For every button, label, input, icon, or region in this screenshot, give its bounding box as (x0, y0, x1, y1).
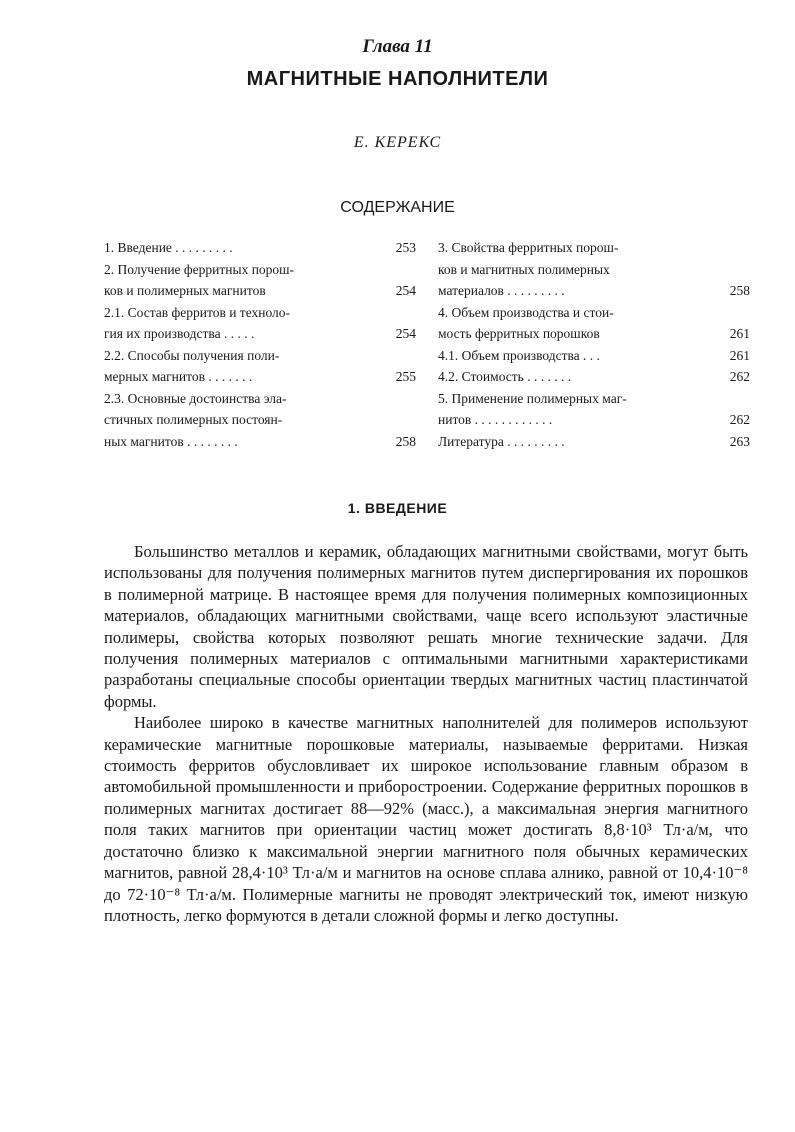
toc-entry-text: 2.1. Состав ферритов и техноло- (104, 304, 291, 320)
toc-entry-page: 261 (729, 347, 750, 363)
toc-entry (438, 237, 750, 259)
toc-entry-text: 2.3. Основные достоинства эла- (104, 390, 287, 406)
toc-entry (104, 280, 416, 302)
toc-entry (438, 259, 750, 281)
toc-entry-text: мость ферритных порошков (438, 326, 600, 341)
toc-entry-page (410, 388, 416, 410)
toc-entry (104, 431, 416, 453)
toc-entry-text: 3. Свойства ферритных порош- (438, 240, 619, 255)
toc-entry-text: Литература . . . . . . . . . (438, 433, 565, 449)
toc-entry-text: 2. Получение ферритных порош- (104, 261, 295, 277)
toc-entry-page: 263 (729, 433, 750, 449)
toc-entry-page (410, 409, 416, 431)
toc-entry-page (744, 388, 750, 410)
toc-entry-text: стичных полимерных постоян- (104, 412, 283, 427)
toc-entry-page: 255 (395, 369, 416, 384)
toc-entry (438, 366, 750, 388)
author-name: Е. КЕРЕКС (353, 134, 442, 151)
toc-entry (104, 237, 416, 259)
toc-entry-text: ков и магнитных полимерных (438, 261, 610, 277)
toc-left-column (104, 237, 416, 452)
toc-entry-page: 258 (729, 283, 750, 298)
contents-heading: СОДЕРЖАНИЕ (340, 199, 455, 216)
toc-entry-page: 253 (395, 240, 416, 255)
section-heading: 1. ВВЕДЕНИЕ (347, 500, 448, 516)
toc-entry (438, 431, 750, 453)
body-text (104, 541, 748, 926)
toc-entry-page (410, 302, 416, 324)
toc-entry (104, 323, 416, 345)
toc-entry-page (410, 345, 416, 367)
toc-entry-text: ков и полимерных магнитов (104, 283, 266, 298)
toc-entry (104, 302, 416, 324)
toc-entry-page: 258 (395, 433, 416, 449)
toc-entry-text: 4.2. Стоимость . . . . . . . (438, 369, 572, 384)
toc-entry-page (744, 237, 750, 259)
chapter-number: Глава 11 (362, 36, 433, 57)
toc-entry (438, 409, 750, 431)
toc-entry-text: 4. Объем производства и стои- (438, 304, 614, 320)
toc-entry-page: 262 (729, 412, 750, 427)
toc-entry-text: ных магнитов . . . . . . . . (104, 433, 238, 449)
toc-entry-text: гия их производства . . . . . (104, 326, 255, 341)
toc-entry (104, 388, 416, 410)
paragraph: Большинство металлов и керамик, обладающих магнитными свойствами, могут быть использованы для получения полимерных магнитов путем диспергирования их порошков в полимерной матрице. В настоящее время для получения полимерных композиционных материалов, обладающих магнитными свойствами, чаще всего используют эластичные полимеры, свойства которых позволяют решать многие технические задачи. Для получения полимерных материалов с оптимальными магнитными характеристиками разработаны специальные способы ориентации твердых магнитных частиц пластинчатой формы. (104, 542, 748, 711)
paragraph: Наиболее широко в качестве магнитных наполнителей для полимеров используют керамические магнитные порошковые материалы, называемые ферритами. Низкая стоимость ферритов обусловливает их широкое использование главным образом в автомобильной промышленности и приборостроении. Содержание ферритных порошков в полимерных магнитах достигает 88—92% (масс.), а максимальная энергия магнитного поля таких магнитов при ориентации частиц может достигать 8,8·10³ Тл·а/м, что достаточно близко к максимальной энергии магнитного поля обычных керамических магнитов, равной 28,4·10³ Тл·а/м и магнитов на основе сплава алнико, равной от 10,4·10⁻⁸ до 72·10⁻⁸ Тл·а/м. Полимерные магниты не проводят электрический ток, имеют низкую плотность, легко формуются в детали сложной формы и легко доступны. (104, 713, 748, 925)
toc-entry (104, 345, 416, 367)
toc-entry (104, 366, 416, 388)
toc-entry (104, 259, 416, 281)
toc-entry-page (744, 259, 750, 281)
toc-entry-page: 262 (729, 369, 750, 384)
toc-entry (438, 280, 750, 302)
toc-entry (438, 302, 750, 324)
toc-entry (104, 409, 416, 431)
toc-entry-page: 254 (395, 283, 416, 298)
toc-entry (438, 323, 750, 345)
toc-right-column (438, 237, 750, 452)
toc-entry (438, 345, 750, 367)
toc-entry-text: 2.2. Способы получения поли- (104, 347, 280, 363)
toc-entry-page: 254 (395, 326, 416, 341)
toc-entry-text: материалов . . . . . . . . . (438, 283, 565, 298)
toc-entry-text: нитов . . . . . . . . . . . . (438, 412, 553, 427)
toc-entry-page: 261 (729, 326, 750, 341)
toc-entry-text: 1. Введение . . . . . . . . . (104, 240, 233, 255)
toc-entry-text: мерных магнитов . . . . . . . (104, 369, 253, 384)
toc-entry-text: 4.1. Объем производства . . . (438, 347, 600, 363)
toc-entry-text: 5. Применение полимерных маг- (438, 390, 627, 406)
toc-entry (438, 388, 750, 410)
toc-entry-page (410, 259, 416, 281)
chapter-title: МАГНИТНЫЕ НАПОЛНИТЕЛИ (246, 68, 549, 90)
toc-entry-page (744, 302, 750, 324)
